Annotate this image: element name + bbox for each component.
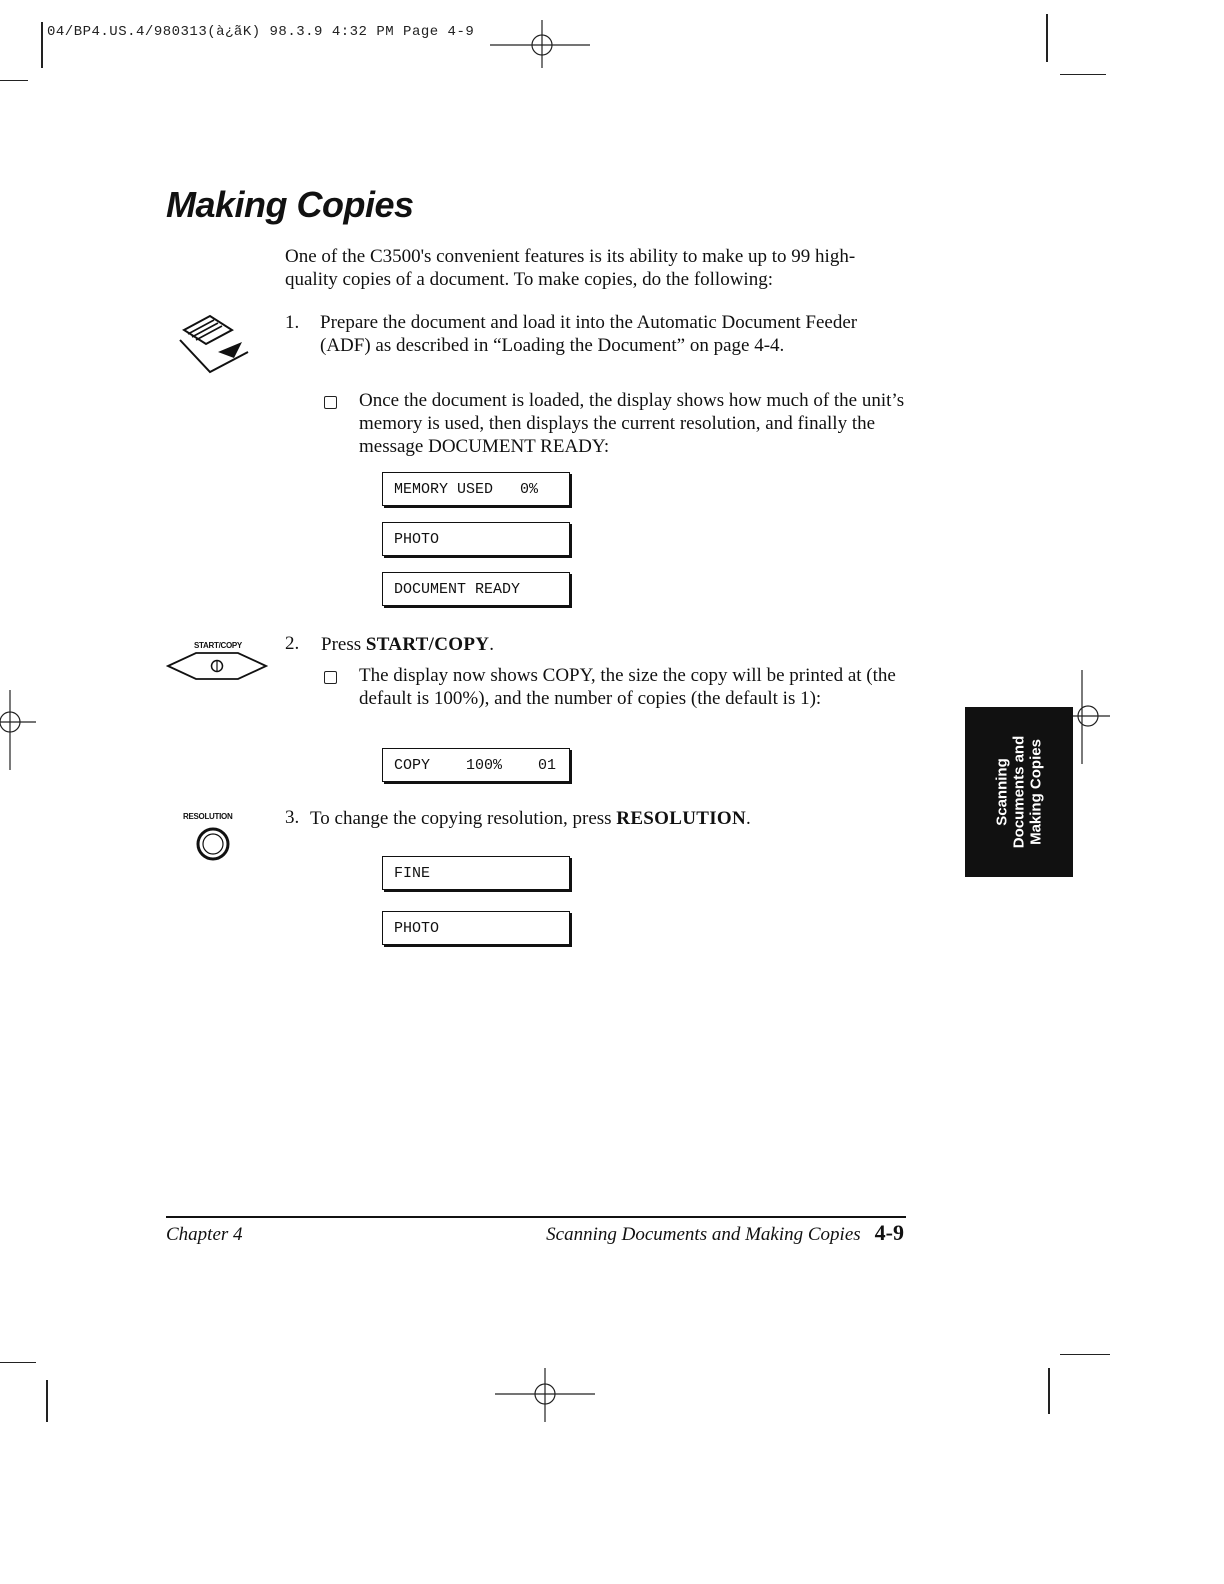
step-3-text-suffix: . — [746, 808, 751, 829]
step-1-number: 1. — [285, 312, 300, 333]
step-3-text — [310, 807, 751, 830]
step-1-bullet: Once the document is loaded, the display shows how much of the unit’s memory is used, then displays the current resolution, and finally the message DOCUMENT READY: — [359, 390, 905, 457]
step-2-number: 2. — [285, 633, 300, 654]
lcd-display-photo: PHOTO — [382, 522, 570, 556]
footer-chapter: Chapter 4 — [166, 1224, 243, 1245]
start-copy-key-icon — [166, 651, 268, 681]
step-3-number: 3. — [285, 807, 300, 828]
resolution-keyword: RESOLUTION — [616, 808, 746, 829]
step-2-text-prefix: Press — [321, 634, 366, 655]
chapter-side-tab — [965, 707, 1073, 877]
page-number: 4-9 — [874, 1220, 904, 1245]
lcd-display-photo-2: PHOTO — [382, 911, 570, 945]
step-2-bullet: The display now shows COPY, the size the copy will be printed at (the default is 100%), and the number of copies (the default is 1): — [359, 665, 896, 709]
lcd-display-copy: COPY 100% 01 — [382, 748, 570, 782]
intro-paragraph: One of the C3500's convenient features is its ability to make up to 99 high-quality copies of a document. To make copies, do the following: — [285, 246, 856, 290]
step-2-text-suffix: . — [489, 634, 495, 655]
registration-target-icon — [0, 690, 40, 770]
resolution-key-label: RESOLUTION — [183, 812, 233, 821]
step-1-text: Prepare the document and load it into the Automatic Document Feeder (ADF) as described in “Loading the Document” on page 4-4. — [320, 312, 858, 356]
start-copy-key-label: START/COPY — [194, 641, 242, 650]
start-copy-keyword: START/COPY — [365, 634, 490, 655]
checkbox-bullet-icon — [324, 671, 337, 684]
side-tab-line: Scanning — [993, 758, 1011, 826]
step-3-text-prefix: To change the copying resolution, press — [310, 808, 617, 829]
footer-rule — [166, 1216, 906, 1218]
lcd-display-document-ready: DOCUMENT READY — [382, 572, 570, 606]
registration-target-icon — [495, 1364, 595, 1424]
footer-section-text: Scanning Documents and Making Copies — [546, 1224, 861, 1245]
side-tab-line: Documents and — [1010, 735, 1028, 849]
lcd-display-memory-used: MEMORY USED 0% — [382, 472, 570, 506]
resolution-key-icon — [195, 826, 231, 862]
lcd-display-fine: FINE — [382, 856, 570, 890]
footer-section-title — [546, 1220, 904, 1246]
page-title: Making Copies — [166, 184, 414, 225]
side-tab-text — [994, 736, 1045, 849]
step-2-text — [321, 633, 494, 656]
side-tab-line: Making Copies — [1027, 739, 1045, 845]
checkbox-bullet-icon — [324, 396, 337, 409]
registration-target-icon — [490, 14, 600, 70]
printer-slug: 04/BP4.US.4/980313(à¿ãK) 98.3.9 4:32 PM Page 4-9 — [47, 24, 475, 40]
document-feeder-icon — [170, 310, 260, 382]
